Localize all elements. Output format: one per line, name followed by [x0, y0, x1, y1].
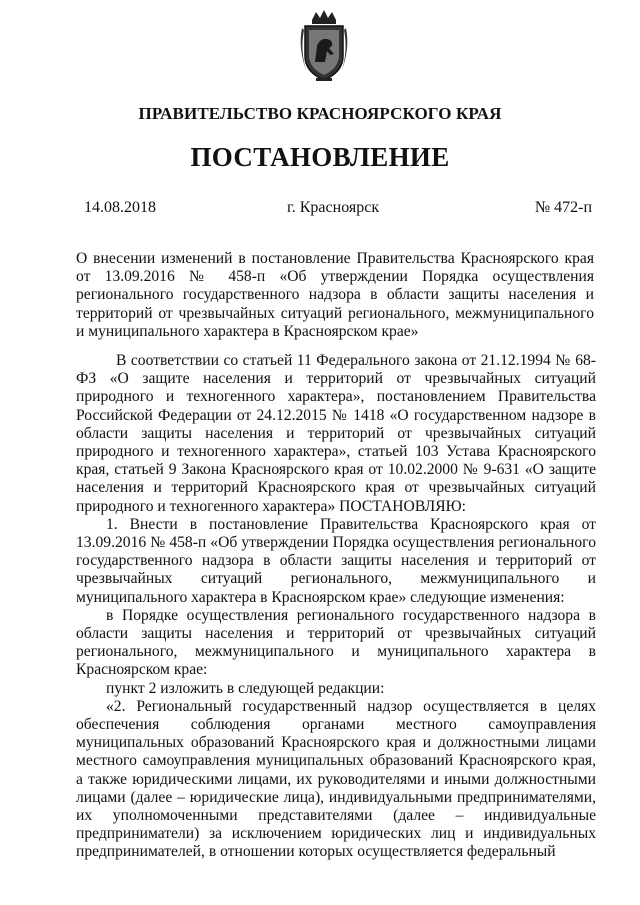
document-date: 14.08.2018	[84, 199, 156, 216]
organization-title: ПРАВИТЕЛЬСТВО КРАСНОЯРСКОГО КРАЯ	[138, 104, 502, 123]
body-paragraph-clause-2: «2. Региональный государственный надзор осуществляется в целях обеспечения соблюдения органами местного самоуправления муниципальных образований Красноярского края и должностными лицами местного самоуправления муниципальных образований Красноярского края, а также юридическими лицами, их руководителями и иными должностными лицами (далее – юридические лица), индивидуальными предпринимателями, их уполномоченными представителями (далее – индивидуальные предприниматели) за исключением юридических лиц и индивидуальных предпринимателей, в отношении которых осуществляется федеральный	[76, 697, 596, 861]
document-number: № 472-п	[534, 199, 592, 216]
document-type-title: ПОСТАНОВЛЕНИЕ	[190, 142, 450, 172]
body-paragraph-item-1: 1. Внести в постановление Правительства Красноярского края от 13.09.2016 № 458-п «Об утверждении Порядка осуществления регионального государственного надзора в области защиты населения и территорий от чрезвычайных ситуаций регионального, межмуниципального и муниципального характера в Красноярском крае» следующие изменения:	[76, 515, 596, 606]
document-subject: О внесении изменений в постановление Правительства Красноярского края от 13.09.2016 № 458-п «Об утверждении Порядка осуществления регионального государственного надзора в области защиты населения и территорий от чрезвычайных ситуаций регионального, межмуниципального и муниципального характера в Красноярском крае»	[76, 250, 594, 340]
body-paragraph-preamble: В соответствии со статьей 11 Федерального закона от 21.12.1994 № 68-ФЗ «О защите населения и территорий от чрезвычайных ситуаций природного и техногенного характера», постановлением Правительства Российской Федерации от 24.12.2015 № 1418 «О государственном надзоре в области защиты населения и территорий от чрезвычайных ситуаций природного и техногенного характера», статьей 103 Устава Красноярского края, статьей 9 Закона Красноярского края от 10.02.2000 № 9-631 «О защите населения и территорий Красноярского края от чрезвычайных ситуаций природного и техногенного характера» ПОСТАНОВЛЯЮ:	[76, 352, 596, 515]
document-body	[76, 352, 596, 862]
document-city: г. Красноярск	[287, 199, 380, 216]
body-paragraph-instruction: пункт 2 изложить в следующей редакции:	[106, 679, 385, 697]
body-paragraph-amendment-scope: в Порядке осуществления регионального государственного надзора в области защиты населения и территорий от чрезвычайных ситуаций регионального, межмуниципального и муниципального характера в Красноярском крае:	[76, 606, 596, 679]
coat-of-arms-icon	[296, 8, 352, 84]
